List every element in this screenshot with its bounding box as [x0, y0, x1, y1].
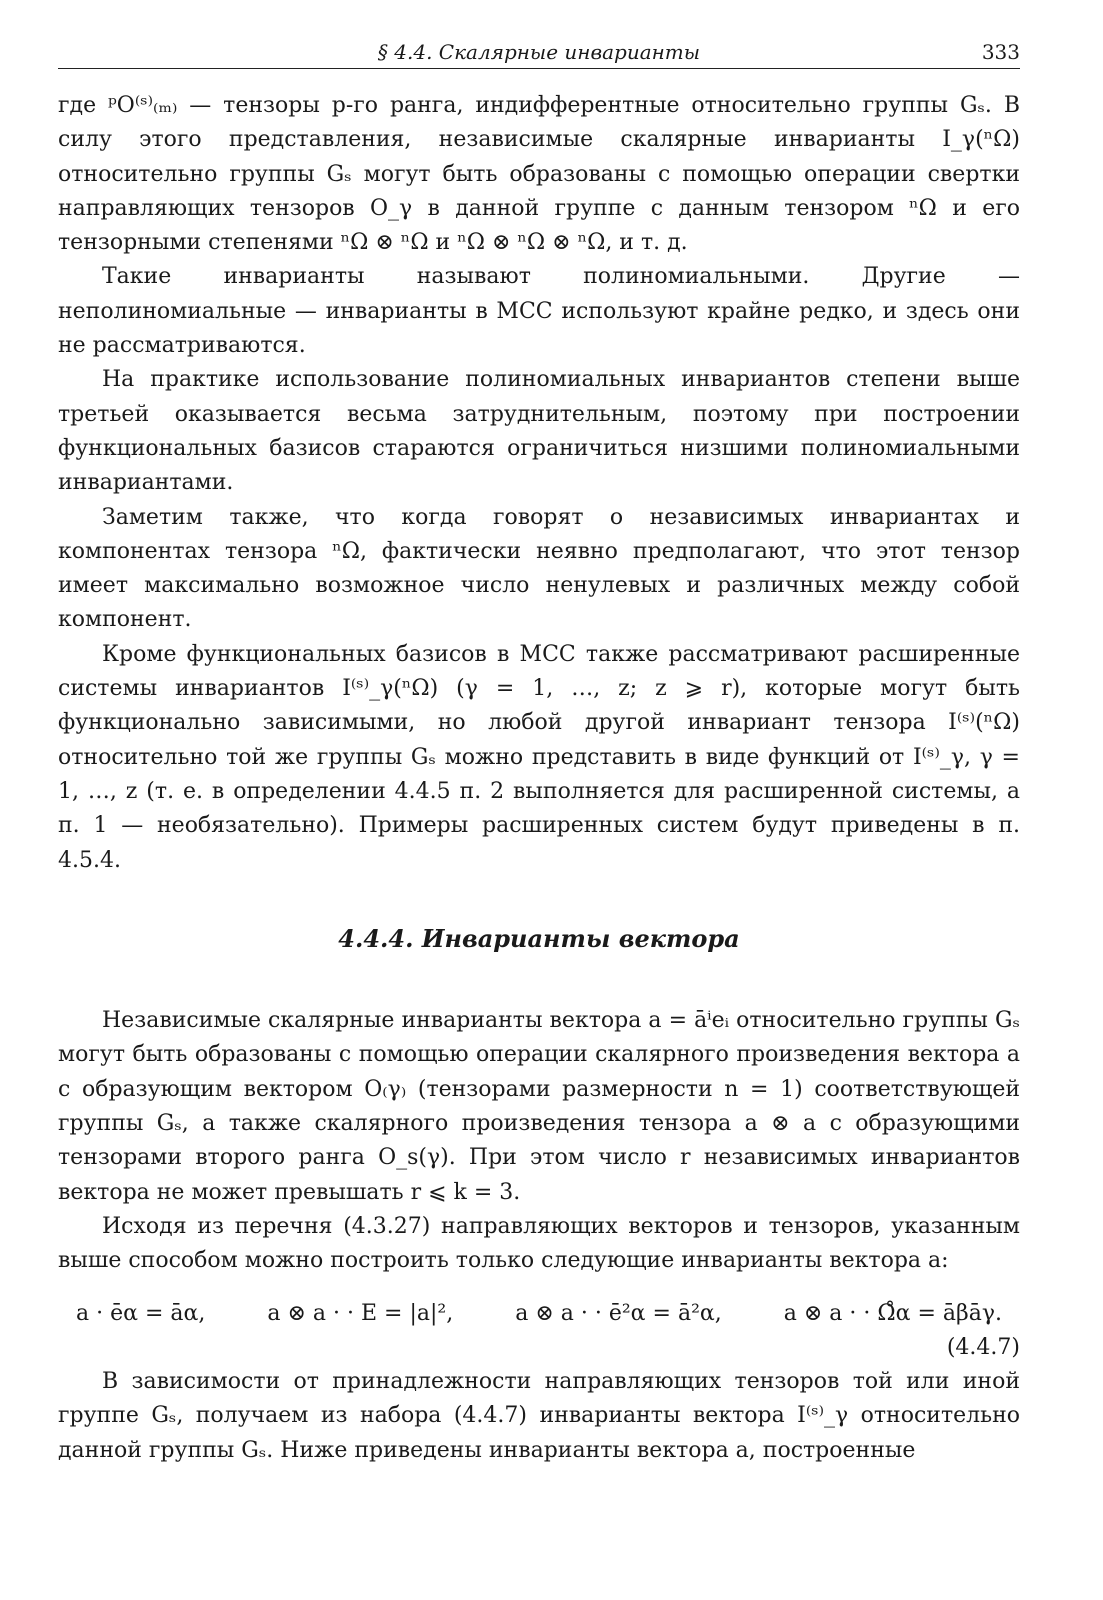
formula-part: a · ēα = āα, [76, 1300, 206, 1326]
paragraph: В зависимости от принадлежности направляющих тензоров той или иной группе Gₛ, получаем из набора (4.4.7) инварианты вектора I⁽ˢ⁾_γ относительно данной группы Gₛ. Ниже приведены инварианты вектора a, построенные [58, 1369, 1020, 1463]
section-heading: 4.4.4. Инварианты вектора [338, 923, 740, 953]
running-header [58, 38, 1020, 69]
formula-part: a ⊗ a · · Ω̊α = āβāγ. [783, 1300, 1002, 1326]
formula-part: a ⊗ a · · ē²α = ā²α, [515, 1300, 722, 1326]
paragraph: где ᵖO⁽ˢ⁾₍ₘ₎ — тензоры p-го ранга, индифферентные относительно группы Gₛ. В силу этого представления, независимые скалярные инварианты I_γ(ⁿΩ) относительно группы Gₛ могут быть образованы с помощью операции свертки направляющих тензоров O_γ в данной группе с данным тензором ⁿΩ и его тензорными степенями ⁿΩ ⊗ ⁿΩ и ⁿΩ ⊗ ⁿΩ ⊗ ⁿΩ, и т. д. [58, 93, 1020, 256]
display-formula [58, 1297, 1020, 1331]
paragraph: На практике использование полиномиальных инвариантов степени выше третьей оказывается весьма затруднительным, поэтому при построении функциональных базисов стараются ограничиться низшими полиномиальными инвариантами. [58, 367, 1020, 496]
page [58, 38, 1020, 1468]
paragraph: Такие инварианты называют полиномиальными. Другие — неполиномиальные — инварианты в МСС используют крайне редко, и здесь они не рассматриваются. [58, 264, 1020, 359]
paragraph: Кроме функциональных базисов в МСС также рассматривают расширенные системы инвариантов I⁽ˢ⁾_γ(ⁿΩ) (γ = 1, …, z; z ⩾ r), которые могут быть функционально зависимыми, но любой другой инвариант тензора I⁽ˢ⁾(ⁿΩ) относительно той же группы Gₛ можно представить в виде функций от I⁽ˢ⁾_γ, γ = 1, …, z (т. е. в определении 4.4.5 п. 2 выполняется для расширенной системы, а п. 1 — необязательно). Примеры расширенных систем будут приведены в п. 4.5.4. [58, 641, 1020, 873]
paragraph: Исходя из перечня (4.3.27) направляющих векторов и тензоров, указанным выше способом можно построить только следующие инварианты вектора a: [58, 1213, 1020, 1274]
running-header-title: § 4.4. Скалярные инварианты [377, 40, 701, 64]
formula-part: a ⊗ a · · E = |a|², [267, 1300, 454, 1326]
paragraph: Независимые скалярные инварианты вектора a = āⁱeᵢ относительно группы Gₛ могут быть образованы с помощью операции скалярного произведения вектора a с образующим вектором O₍γ₎ (тензорами размерности n = 1) соответствующей группы Gₛ, а также скалярного произведения тензора a ⊗ a с образующими тензорами второго ранга O_s(γ). При этом число r независимых инвариантов вектора не может превышать r ⩽ k = 3. [58, 1008, 1020, 1205]
page-number: 333 [981, 40, 1020, 64]
paragraph: Заметим также, что когда говорят о независимых инвариантах и компонентах тензора ⁿΩ, фактически неявно предполагают, что этот тензор имеет максимально возможное число ненулевых и различных между собой компонент. [58, 504, 1020, 633]
equation-number: (4.4.7) [946, 1334, 1020, 1360]
page-body [58, 89, 1020, 1468]
